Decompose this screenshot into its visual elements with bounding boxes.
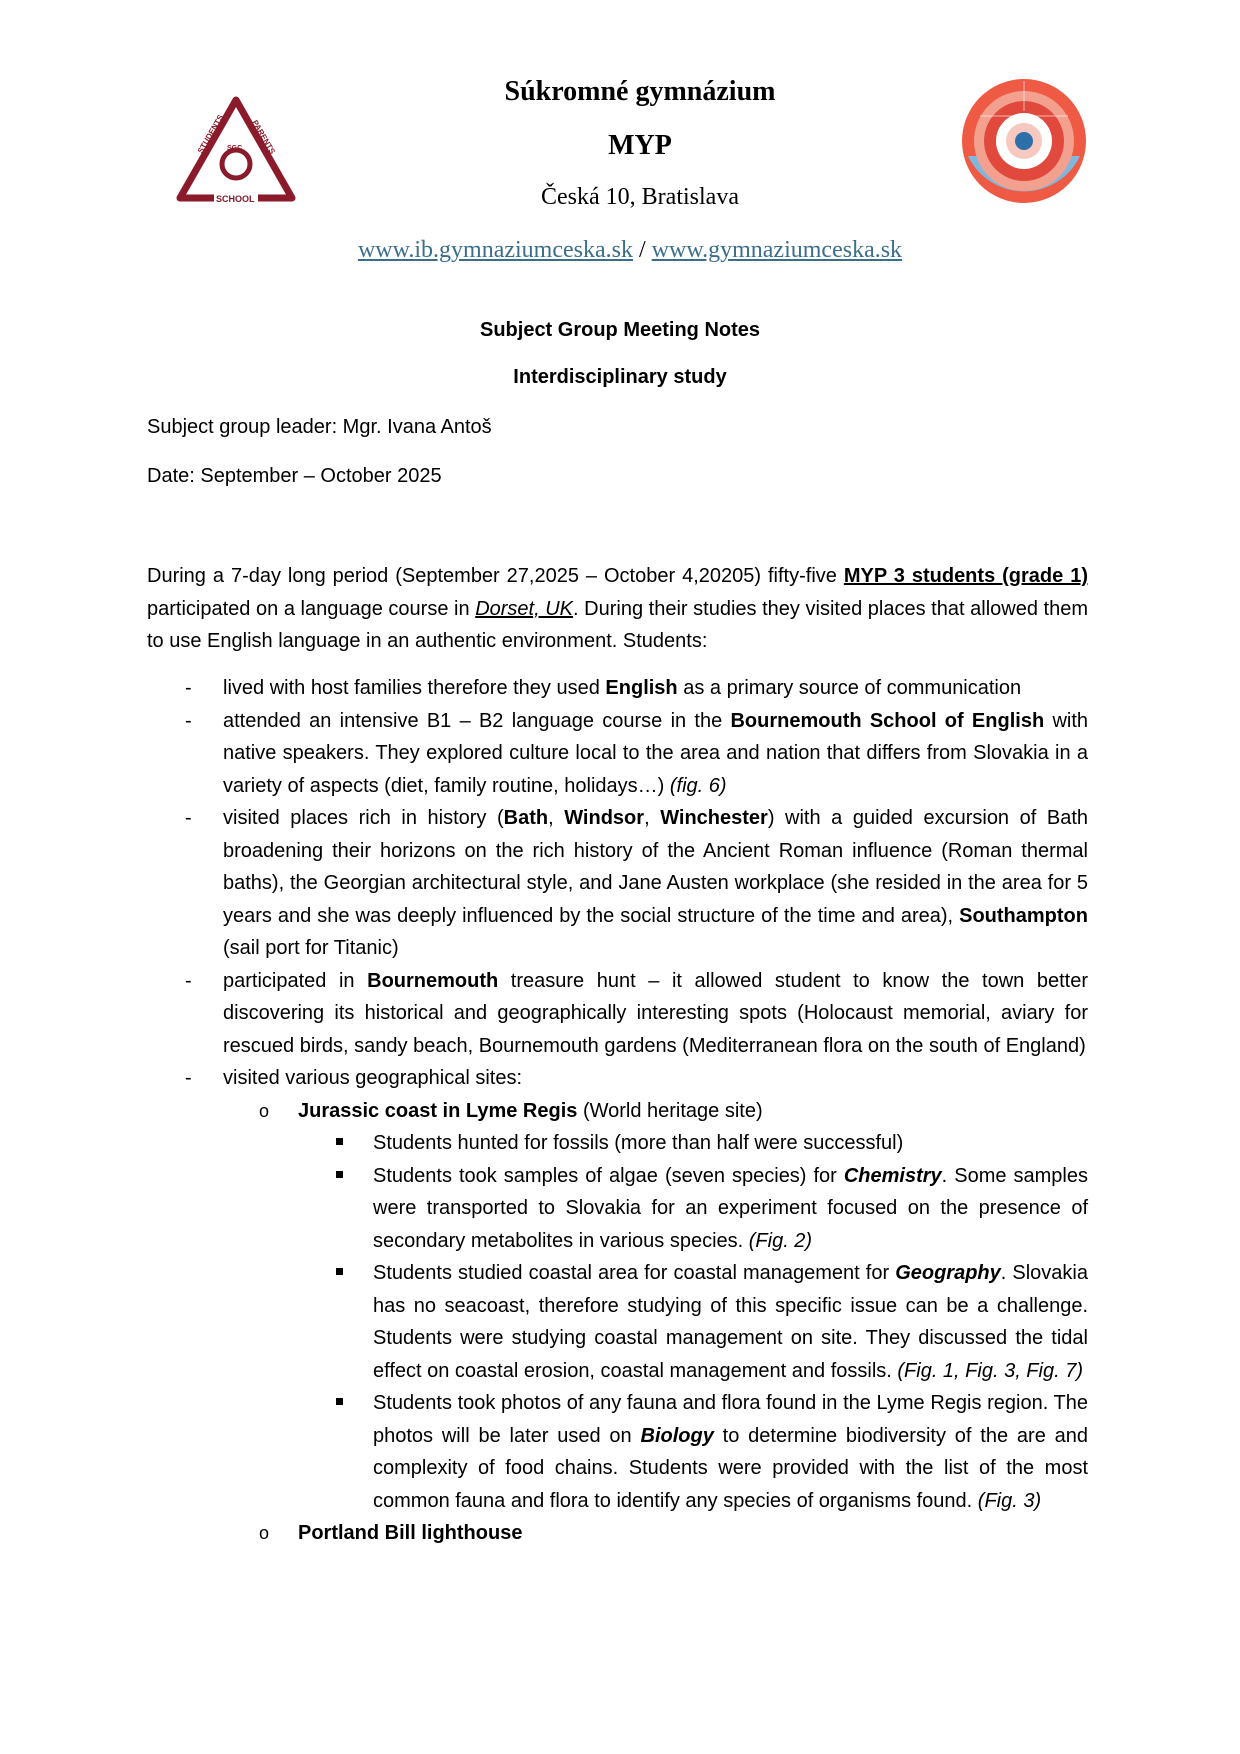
intro-text: . During their studies they visited places that allowed them to use English language in an authentic environment. Students:: [147, 597, 1088, 652]
item-text: with native speakers. They explored culture local to the area and nation that differs from Slovakia in a variety of aspects (diet, family routine, holidays…): [223, 709, 1089, 797]
link-separator: /: [639, 237, 646, 263]
item-text: Students took photos of any fauna and flora found in the Lyme Regis region. The photos will be later used on: [373, 1392, 1088, 1447]
logo-text-students: STUDENTS: [195, 113, 226, 155]
item-bold: English: [605, 677, 678, 699]
list-item: [147, 672, 1088, 705]
logo-text-parents: PARENTS: [250, 118, 277, 156]
item-text: Students studied coastal area for coastal management for: [373, 1262, 896, 1284]
activity-item: [298, 1160, 1088, 1258]
item-text: attended an intensive B1 – B2 language course in the: [223, 709, 731, 732]
activity-item: [298, 1257, 1088, 1387]
item-text: . Slovakia has no seacoast, therefore studying of this specific issue can be a challenge. Students were studying coastal management on site. They discussed the tidal effect on coastal erosion, coastal management and fossils.: [373, 1262, 1088, 1382]
item-text: ,: [548, 807, 565, 829]
subject-group-leader: Subject group leader: Mgr. Ivana Antoš: [147, 416, 492, 438]
item-text: Students took samples of algae (seven species) for: [373, 1164, 844, 1187]
item-text: to determine biodiversity of the are and complexity of food chains. Students were provided with the list of the most common fauna and flora to identify any species of organisms found.: [373, 1424, 1089, 1512]
school-header: [400, 72, 880, 214]
logo-text-school: SCHOOL: [216, 194, 255, 204]
activity-item: [298, 1387, 1088, 1517]
school-address: Česká 10, Bratislava: [541, 184, 739, 210]
list-item: [147, 802, 1088, 965]
subject-chemistry: Chemistry: [843, 1164, 942, 1187]
course-location: Dorset, UK: [475, 597, 574, 620]
sub-list-item: [223, 1095, 1088, 1518]
square-bullet: [336, 1398, 343, 1405]
square-bullet: [336, 1268, 343, 1275]
activity-item: [298, 1127, 1088, 1160]
document-title: Subject Group Meeting Notes: [479, 319, 761, 341]
figure-reference: (Fig. 2): [748, 1229, 813, 1252]
ib-myp-programme-circle-logo-icon: [960, 76, 1088, 206]
document-date: Date: September – October 2025: [147, 465, 442, 487]
website-link-ib[interactable]: www.ib.gymnaziumceska.sk: [357, 237, 633, 263]
place-bath: Bath: [503, 807, 549, 829]
list-bullet: -: [185, 677, 192, 699]
sub-list-item: [223, 1517, 1088, 1550]
item-text: ,: [644, 807, 661, 829]
item-text: . Some samples were transported to Slovakia for an experiment focused on the presence of secondary metabolites in various species.: [373, 1164, 1088, 1252]
logo-text-center: SGC: [227, 145, 243, 152]
website-links: [280, 234, 980, 266]
figure-reference: (Fig. 1, Fig. 3, Fig. 7): [897, 1359, 1083, 1382]
list-item: [147, 965, 1088, 1063]
school-logo: [172, 92, 300, 212]
list-item: [147, 705, 1088, 803]
activity-list: [147, 672, 1088, 1550]
item-text: lived with host families therefore they used: [223, 677, 606, 699]
subject-geography: Geography: [895, 1262, 1001, 1284]
place-southampton: Southampton: [959, 904, 1088, 927]
place-winchester: Winchester: [660, 807, 768, 829]
item-text: (World heritage site): [577, 1099, 763, 1122]
place-windsor: Windsor: [564, 807, 645, 829]
item-text: ) with a guided excursion of Bath broadening their horizons on the rich history of the Ancient Roman influence (Roman thermal baths), the Georgian architectural style, and Jane Austen workplace (she resided in the area for 5 years and she was deeply influenced by the social structure of the time and area),: [223, 807, 1088, 927]
square-bullet: [336, 1171, 343, 1178]
place-bournemouth: Bournemouth: [367, 969, 499, 992]
subject-biology: Biology: [640, 1424, 714, 1447]
document-subtitle: Interdisciplinary study: [513, 366, 727, 388]
list-bullet: -: [185, 969, 192, 992]
item-text: visited various geographical sites:: [223, 1067, 523, 1089]
figure-reference: (fig. 6): [669, 774, 727, 797]
website-link-main[interactable]: www.gymnaziumceska.sk: [651, 237, 903, 263]
list-bullet: -: [185, 709, 192, 732]
item-text: Students hunted for fossils (more than half were successful): [373, 1132, 904, 1154]
item-text: treasure hunt – it allowed student to know the town better discovering its historical and geographically interesting spots (Holocaust memorial, aviary for rescued birds, sandy beach, Bournemouth gardens (Mediterranean flora on the south of England): [223, 969, 1088, 1057]
item-text: visited places rich in history (: [223, 807, 504, 829]
site-jurassic-coast: Jurassic coast in Lyme Regis: [298, 1099, 578, 1122]
item-text: participated in: [223, 969, 368, 992]
intro-text: During a 7-day long period (September 27,2025 – October 4,20205) fifty-five: [147, 565, 844, 587]
triangle-community-logo-icon: [172, 92, 300, 212]
program-name: MYP: [608, 130, 672, 161]
school-name: Súkromné gymnázium: [504, 76, 776, 107]
ib-myp-logo: [960, 76, 1088, 206]
intro-text: participated on a language course in: [147, 597, 476, 620]
site-portland-bill: Portland Bill lighthouse: [298, 1522, 523, 1544]
item-text: as a primary source of communication: [677, 677, 1022, 699]
circle-bullet: o: [259, 1100, 270, 1121]
circle-bullet: o: [259, 1523, 270, 1543]
jurassic-coast-activities: [298, 1127, 1088, 1517]
student-group: MYP 3 students (grade 1): [843, 565, 1088, 587]
geographical-sites-list: [223, 1095, 1088, 1550]
item-bold: Bournemouth School of English: [730, 709, 1045, 732]
square-bullet: [336, 1138, 343, 1145]
intro-paragraph: [147, 560, 1088, 658]
list-bullet: -: [185, 1067, 192, 1089]
item-text: (sail port for Titanic): [223, 937, 399, 959]
list-bullet: -: [185, 807, 192, 829]
list-item: [147, 1062, 1088, 1550]
figure-reference: (Fig. 3): [977, 1489, 1042, 1512]
